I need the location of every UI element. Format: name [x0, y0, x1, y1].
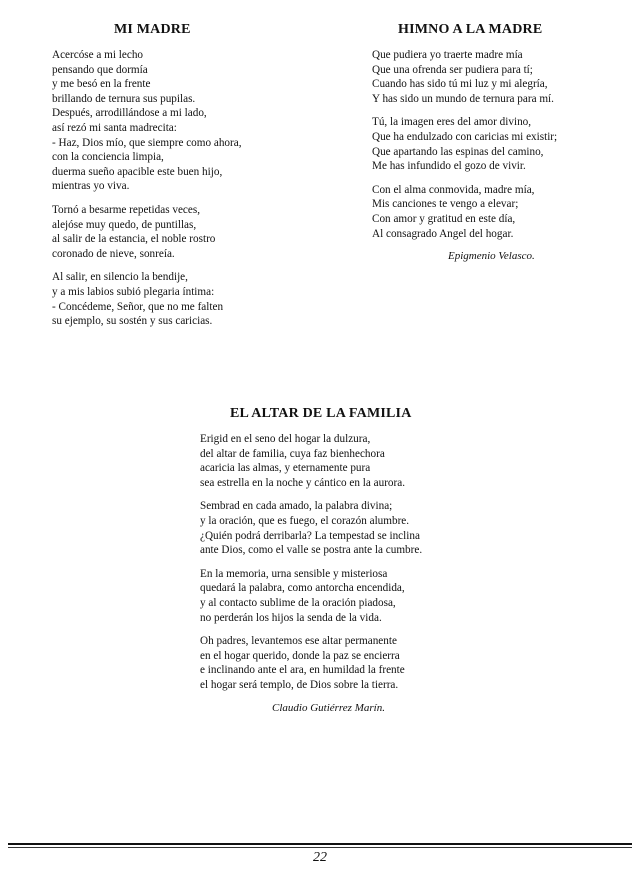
poem-line: Y has sido un mundo de ternura para mí.: [372, 92, 554, 105]
poem-line: ante Dios, como el valle se postra ante la cumbre.: [200, 544, 423, 557]
poem-line: Oh padres, levantemos ese altar permanente: [200, 635, 397, 648]
poem-line: con la conciencia limpia,: [52, 151, 164, 164]
stanza: [372, 115, 602, 173]
poem-line: duerma sueño apacible este buen hijo,: [52, 165, 223, 178]
footer-rule-thin: [8, 847, 632, 848]
poem-line: Me has infundido el gozo de vivir.: [372, 160, 526, 173]
poem-line: - Haz, Dios mío, que siempre como ahora,: [52, 136, 242, 149]
poem-line: e inclinando ante el ara, en humildad la frente: [200, 664, 405, 677]
poem-line: Al consagrado Angel del hogar.: [372, 227, 514, 240]
poem-line: alejóse muy quedo, de puntillas,: [52, 218, 197, 231]
footer-rule-thick: [8, 843, 632, 845]
poem-line: Que ha endulzado con caricias mi existir;: [372, 130, 558, 143]
poem-title: MI MADRE: [114, 22, 191, 37]
stanza: [200, 567, 480, 625]
poem-line: y a mis labios subió plegaria íntima:: [52, 285, 215, 298]
stanza: [52, 48, 292, 194]
stanza: [52, 270, 292, 328]
poem-line: Después, arrodillándose a mi lado,: [52, 107, 207, 120]
stanza: [52, 203, 292, 261]
poem-line: ¿Quién podrá derribarla? La tempestad se inclina: [200, 529, 420, 542]
stanza: [200, 432, 480, 490]
poem-line: pensando que dormía: [52, 63, 148, 76]
poem-line: - Concédeme, Señor, que no me falten: [52, 300, 224, 313]
poem-line: quedará la palabra, como antorcha encendida,: [200, 582, 405, 595]
poem-line: Al salir, en silencio la bendije,: [52, 271, 188, 284]
poem-el-altar-de-la-familia: [200, 406, 480, 714]
poem-line: al salir de la estancia, el noble rostro: [52, 233, 216, 246]
poem-line: sea estrella en la noche y cántico en la aurora.: [200, 476, 405, 489]
poem-line: el hogar será templo, de Dios sobre la tierra.: [200, 678, 399, 691]
poem-title: EL ALTAR DE LA FAMILIA: [230, 406, 412, 421]
poem-line: y me besó en la frente: [52, 78, 151, 91]
poem-line: Con el alma conmovida, madre mía,: [372, 183, 535, 196]
poem-line: Tú, la imagen eres del amor divino,: [372, 116, 532, 129]
poem-line: En la memoria, urna sensible y misteriosa: [200, 567, 388, 580]
poem-line: Erigid en el seno del hogar la dulzura,: [200, 433, 371, 445]
stanza: [372, 183, 602, 241]
poem-line: Que una ofrenda ser pudiera para tí;: [372, 63, 533, 76]
poem-mi-madre: [52, 22, 292, 338]
stanza: [200, 499, 480, 557]
poem-line: mientras yo viva.: [52, 180, 130, 193]
poem-line: acaricia las almas, y eternamente pura: [200, 462, 371, 475]
poem-himno-a-la-madre: [372, 22, 602, 262]
poem-line: Tornó a besarme repetidas veces,: [52, 203, 201, 216]
poem-line: Cuando has sido tú mi luz y mi alegría,: [372, 78, 548, 91]
poem-line: Sembrad en cada amado, la palabra divina;: [200, 500, 393, 513]
poem-line: en el hogar querido, donde la paz se encierra: [200, 649, 400, 662]
poem-line: y la oración, que es fuego, el corazón alumbre.: [200, 514, 410, 527]
stanza: [372, 48, 602, 106]
page-number: 22: [313, 850, 327, 865]
poem-line: Mis canciones te vengo a elevar;: [372, 198, 519, 211]
poem-title: HIMNO A LA MADRE: [398, 22, 543, 37]
poem-line: y al contacto sublime de la oración piadosa,: [200, 596, 396, 609]
poem-line: brillando de ternura sus pupilas.: [52, 92, 196, 105]
poem-line: coronado de nieve, sonreía.: [52, 247, 175, 260]
poem-line: del altar de familia, cuya faz bienhechora: [200, 447, 385, 460]
poem-line: Que apartando las espinas del camino,: [372, 145, 544, 158]
poem-line: Con amor y gratitud en este día,: [372, 212, 516, 225]
poem-line: su ejemplo, su sostén y sus caricias.: [52, 315, 213, 328]
stanza: [200, 634, 480, 692]
poem-line: Que pudiera yo traerte madre mía: [372, 49, 523, 61]
poem-line: así rezó mi santa madrecita:: [52, 121, 177, 134]
poem-line: no perderán los hijos la senda de la vida.: [200, 611, 382, 624]
poem-line: Acercóse a mi lecho: [52, 49, 144, 61]
poem-author: Claudio Gutiérrez Marín.: [272, 701, 385, 714]
poem-author: Epigmenio Velasco.: [448, 250, 535, 263]
